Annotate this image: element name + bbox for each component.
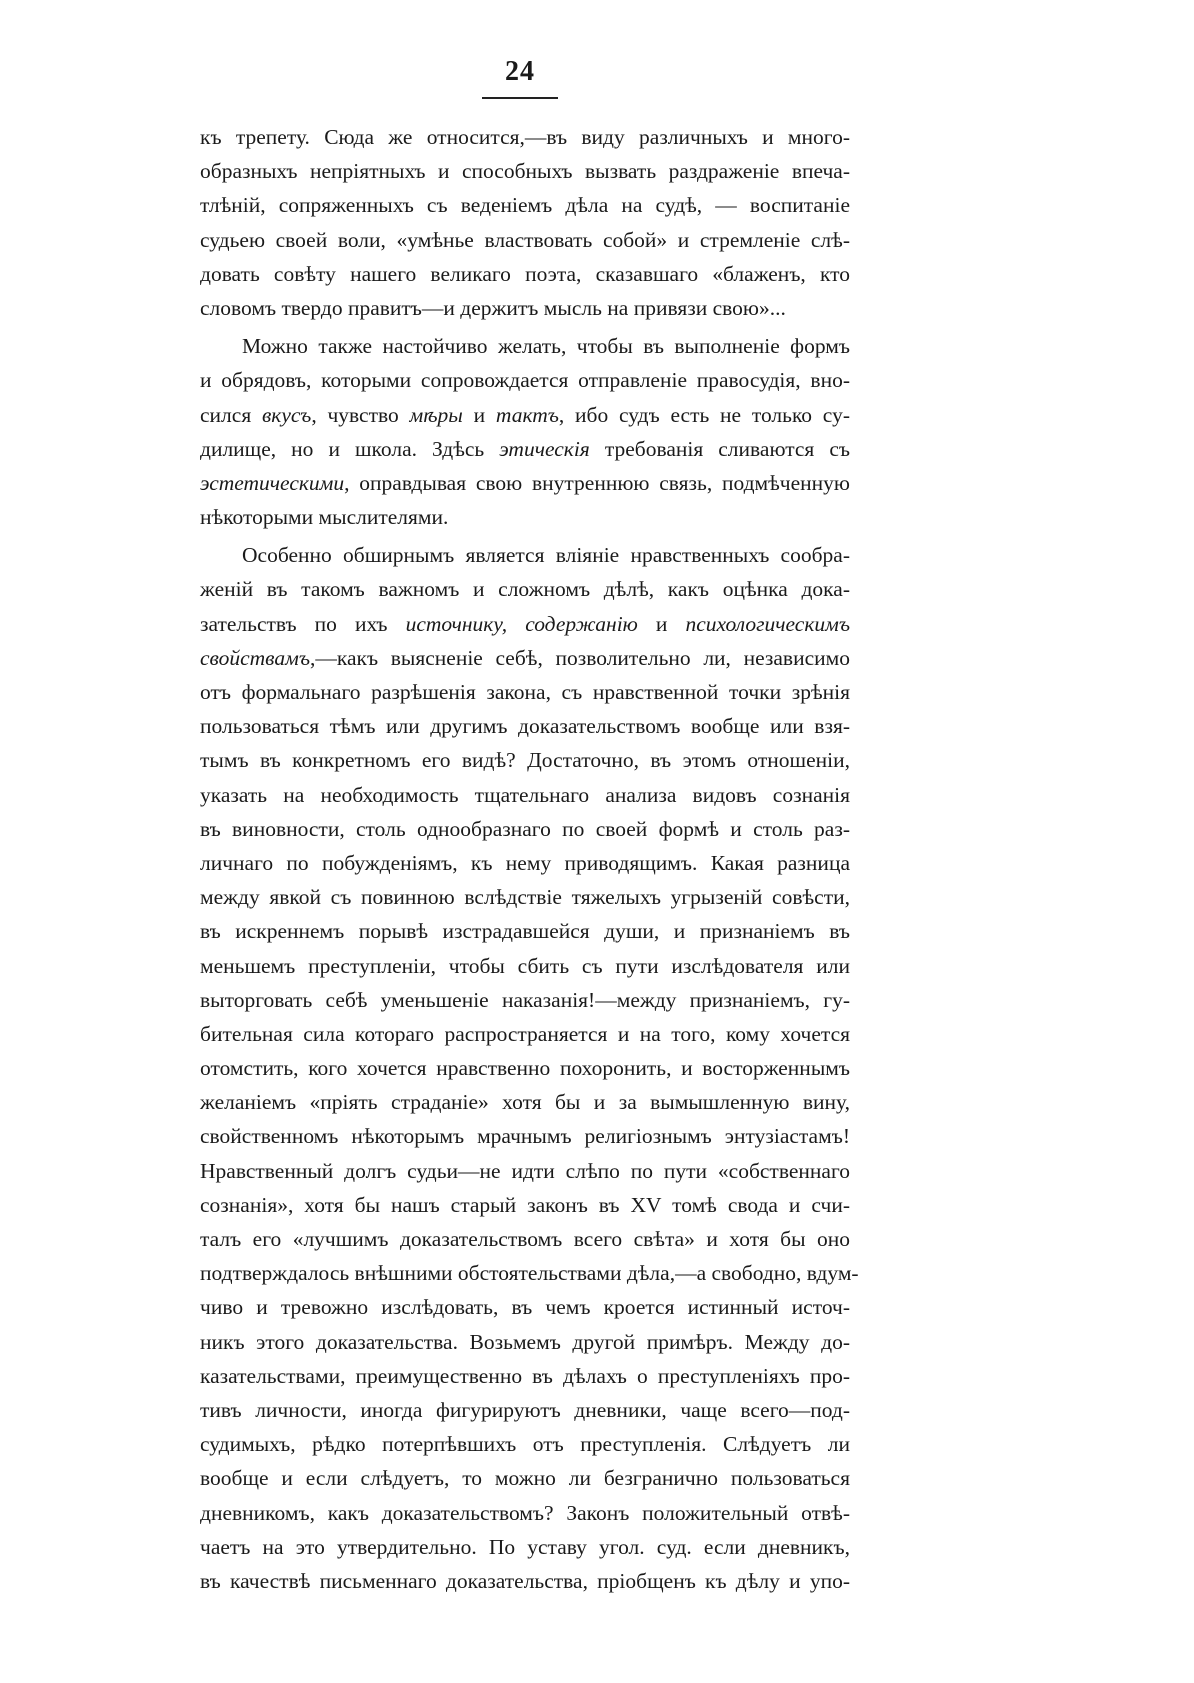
italic-text: свойствамъ: [200, 645, 310, 670]
italic-text: эстетическими: [200, 470, 345, 495]
text-segment: Нравственный долгъ судьи—не идти слѣпо по пути «собственнаго: [200, 1158, 850, 1183]
text-segment: требованія сливаются съ: [589, 436, 850, 461]
text-segment: желаніемъ «пріять страданіе» хотя бы и за вымышленную вину,: [200, 1090, 850, 1115]
text-line: [200, 538, 850, 572]
text-segment: отомстить, кого хочется нравственно похоронить, и восторженнымъ: [200, 1056, 850, 1081]
text-line: [200, 949, 850, 983]
text-line: [200, 188, 850, 222]
text-segment: отъ формальнаго разрѣшенія закона, съ нравственной точки зрѣнія: [200, 680, 850, 704]
text-segment: женій въ такомъ важномъ и сложномъ дѣлѣ, какъ оцѣнка дока-: [200, 577, 850, 602]
text-segment: выторговать себѣ уменьшеніе наказанія!—между признаніемъ, гу-: [200, 987, 850, 1012]
text-segment: свойственномъ нѣкоторымъ мрачнымъ религіознымъ энтузіастамъ!: [200, 1124, 850, 1149]
text-line: [200, 778, 850, 812]
text-segment: нѣкоторыми мыслителями.: [200, 505, 449, 530]
text-segment: Особенно обширнымъ является вліяніе нравственныхъ сообра-: [242, 543, 850, 568]
text-line: [200, 1188, 850, 1222]
text-line: [200, 1119, 850, 1153]
text-segment: дневникомъ, какъ доказательствомъ? Законъ положительный отвѣ-: [200, 1500, 850, 1525]
italic-text: психологическимъ: [685, 611, 851, 636]
text-segment: меньшемъ преступленіи, чтобы сбить съ пути изслѣдователя или: [200, 953, 850, 978]
italic-text: источнику, содержанію: [405, 611, 638, 636]
text-segment: къ трепету. Сюда же относится,—въ виду различныхъ и много-: [200, 125, 850, 149]
text-segment: казательствами, преимущественно въ дѣлахъ о преступленіяхъ про-: [200, 1363, 850, 1388]
text-segment: въ виновности, столь однообразнаго по своей формѣ и столь раз-: [200, 816, 850, 841]
text-line: [200, 709, 850, 743]
text-line: [200, 398, 850, 432]
text-segment: и обрядовъ, которыми сопровождается отправленіе правосудія, вно-: [200, 368, 850, 393]
text-segment: тымъ въ конкретномъ его видѣ? Достаточно, въ этомъ отношеніи,: [200, 748, 850, 773]
text-line: [200, 329, 850, 363]
text-line: [200, 675, 850, 709]
text-segment: чиво и тревожно изслѣдовать, въ чемъ кроется истинный источ-: [200, 1295, 850, 1320]
text-segment: , оправдывая свою внутреннюю связь, подмѣченную: [344, 470, 850, 495]
text-line: [200, 1085, 850, 1119]
text-line: [200, 812, 850, 846]
text-line: [200, 914, 850, 948]
text-line: [200, 1530, 850, 1564]
text-segment: талъ его «лучшимъ доказательствомъ всего свѣта» и хотя бы оно: [200, 1227, 850, 1251]
text-segment: личнаго по побужденіямъ, къ нему приводящимъ. Какая разница: [200, 850, 850, 875]
text-segment: образныхъ непріятныхъ и способныхъ вызвать раздраженіе впеча-: [200, 159, 850, 184]
italic-text: мѣры: [409, 402, 463, 427]
text-segment: дилище, но и школа. Здѣсь: [200, 436, 500, 461]
text-line: [200, 743, 850, 777]
text-segment: , ибо судъ есть не только су-: [558, 402, 850, 427]
text-segment: словомъ твердо правитъ—и держитъ мысль на привязи свою»...: [200, 295, 786, 320]
text-segment: зательствъ по ихъ: [200, 611, 406, 636]
text-segment: между явкой съ повинною вслѣдствіе тяжелыхъ угрызеній совѣсти,: [200, 885, 850, 910]
text-line: [200, 1256, 859, 1290]
text-line: [200, 846, 850, 880]
text-segment: тивъ личности, иногда фигурируютъ дневники, чаще всего—под-: [200, 1397, 850, 1422]
text-line: [200, 572, 850, 606]
text-segment: чаетъ на это утвердительно. По уставу угол. суд. если дневникъ,: [200, 1534, 850, 1559]
text-segment: въ искреннемъ порывѣ изстрадавшейся души, и признаніемъ въ: [200, 919, 850, 944]
text-segment: вообще и если слѣдуетъ, то можно ли безгранично пользоваться: [200, 1466, 850, 1491]
text-line: [200, 983, 850, 1017]
text-segment: никъ этого доказательства. Возьмемъ другой примѣръ. Между до-: [200, 1329, 850, 1354]
text-line: [200, 1461, 850, 1495]
text-segment: сознанія», хотя бы нашъ старый законъ въ XV томѣ свода и счи-: [200, 1192, 850, 1217]
text-segment: указать на необходимость тщательнаго анализа видовъ сознанія: [200, 782, 850, 807]
text-segment: пользоваться тѣмъ или другимъ доказательствомъ вообще или взя-: [200, 714, 850, 739]
text-line: [200, 223, 850, 257]
text-segment: , чувство: [311, 402, 410, 427]
text-line: [200, 1290, 850, 1324]
text-line: [200, 1051, 850, 1085]
text-line: [200, 641, 850, 675]
text-segment: и: [462, 402, 496, 427]
text-line: [200, 607, 850, 641]
text-line: [200, 1017, 850, 1051]
text-line: [200, 1496, 850, 1530]
italic-text: тактъ: [495, 402, 559, 427]
page-number-rule: [482, 97, 558, 99]
text-line: [200, 257, 850, 291]
text-segment: судьею своей воли, «умѣнье властвовать собой» и стремленіе слѣ-: [200, 227, 850, 252]
italic-text: этическія: [499, 436, 590, 461]
text-segment: въ качествѣ письменнаго доказательства, пріобщенъ къ дѣлу и упо-: [200, 1568, 850, 1593]
text-segment: подтверждалось внѣшними обстоятельствами дѣла,—а свободно, вдум-: [200, 1261, 859, 1286]
text-line: [200, 500, 850, 534]
text-line: [200, 363, 850, 397]
text-segment: и: [637, 611, 686, 636]
text-line: [200, 1359, 850, 1393]
text-segment: Можно также настойчиво желать, чтобы въ выполненіе формъ: [242, 334, 850, 359]
text-line: [200, 1154, 850, 1188]
text-segment: ,—какъ выясненіе себѣ, позволительно ли, независимо: [309, 645, 850, 670]
text-line: [200, 1564, 850, 1598]
page-body-text: [200, 120, 859, 1598]
text-segment: сился: [200, 402, 262, 427]
text-line: [200, 1393, 850, 1427]
text-segment: судимыхъ, рѣдко потерпѣвшихъ отъ преступленія. Слѣдуетъ ли: [200, 1432, 850, 1457]
text-line: [200, 1222, 850, 1256]
text-segment: довать совѣту нашего великаго поэта, сказавшаго «блаженъ, кто: [200, 261, 850, 286]
text-line: [200, 432, 850, 466]
page-number: 24: [505, 56, 535, 87]
text-line: [200, 1325, 850, 1359]
text-segment: бительная сила котораго распространяется и на того, кому хочется: [200, 1021, 850, 1046]
text-line: [200, 120, 850, 154]
text-line: [200, 466, 850, 500]
text-line: [200, 291, 850, 325]
text-line: [200, 1427, 850, 1461]
text-line: [200, 880, 850, 914]
text-segment: тлѣній, сопряженныхъ съ веденіемъ дѣла на судѣ, — воспитаніе: [200, 193, 850, 218]
italic-text: вкусъ: [261, 402, 312, 427]
text-line: [200, 154, 850, 188]
